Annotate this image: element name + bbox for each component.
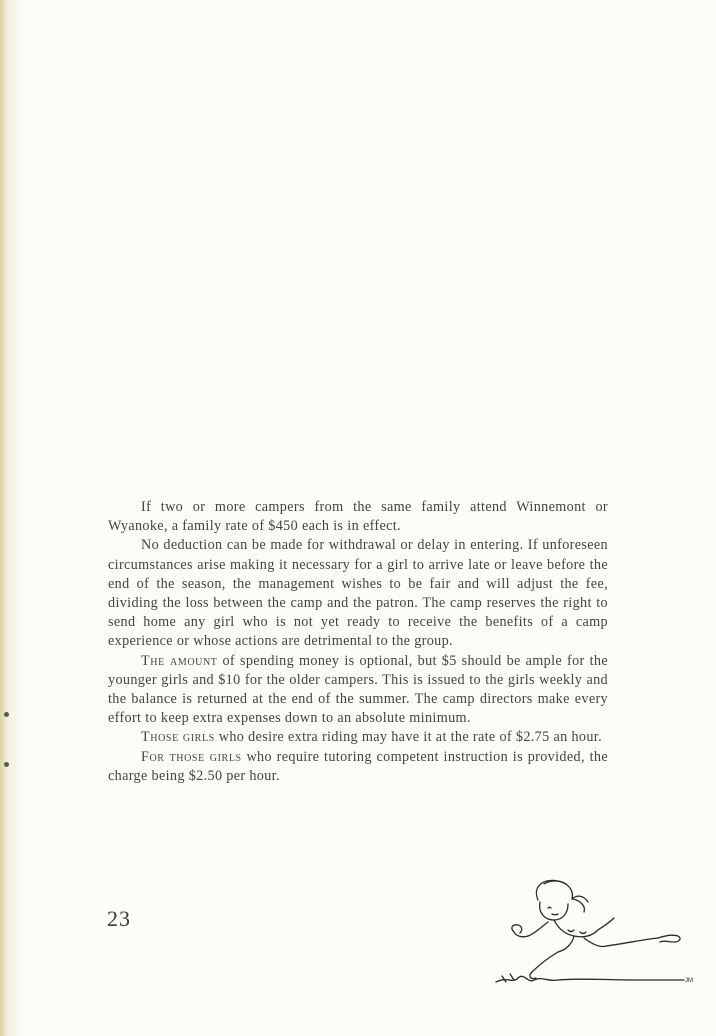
paragraph-family-rate — [108, 498, 608, 536]
body-text — [108, 498, 608, 786]
binding-mark — [4, 762, 9, 767]
binding-mark — [4, 712, 9, 717]
paragraph-text: If two or more campers from the same family attend Winnemont or Wyanoke, a family rate of $450 each is in effect. — [108, 499, 608, 535]
paragraph-lead: For those girls — [141, 748, 242, 765]
paragraph-text: of spending money is optional, but $5 should be ample for the younger girls and $10 for the older campers. This is issued to the girls weekly and the balance is returned at the end of the summer. The camp directors make every effort to keep extra expenses down to an absolute minimum. — [108, 652, 608, 727]
paragraph-lead: Those girls — [141, 729, 215, 746]
paragraph-spending-money — [108, 652, 608, 729]
running-girl-sketch-icon — [488, 872, 708, 992]
paragraph-lead: The amount — [141, 652, 218, 669]
paragraph-riding — [108, 728, 608, 747]
paragraph-text: No deduction can be made for withdrawal or delay in entering. If unforeseen circumstances arise making it necessary for a girl to arrive late or leave before the end of the season, the management wishes to be fair and will adjust the fee, dividing the loss between the camp and the patron. The camp reserves the right to send home any girl who is not yet ready to receive the benefits of a camp experience or whose actions are detrimental to the group. — [108, 537, 608, 650]
page-number: 23 — [107, 906, 131, 931]
artist-initials: JM — [685, 978, 693, 984]
paragraph-text: who desire extra riding may have it at the rate of $2.75 an hour. — [214, 729, 602, 746]
page-binding-edge — [0, 0, 6, 1036]
paragraph-text: who require tutoring competent instruction is provided, the charge being $2.50 per hour. — [108, 748, 608, 784]
paragraph-tutoring — [108, 748, 608, 786]
paragraph-deduction — [108, 536, 608, 651]
